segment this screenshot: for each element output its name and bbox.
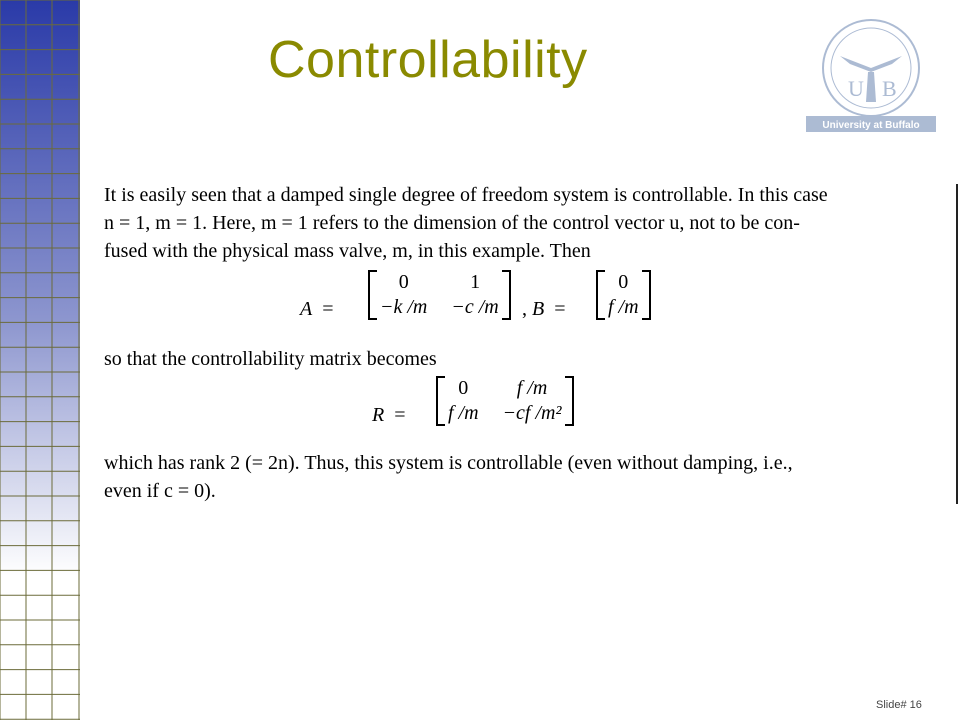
paragraph-line: so that the controllability matrix becomes: [104, 348, 437, 370]
matrix-a-label: A =: [300, 298, 334, 320]
matrix-a-cell: 0: [398, 271, 409, 293]
paragraph-line: fused with the physical mass valve, m, in this example. Then: [104, 240, 591, 262]
svg-text:University at Buffalo: University at Buffalo: [822, 120, 920, 131]
matrix-a-cell: −c /m: [451, 296, 499, 318]
university-logo: [800, 16, 942, 134]
paragraph-line: n = 1, m = 1. Here, m = 1 refers to the dimension of the control vector u, not to be con-: [104, 212, 800, 234]
paragraph-line: which has rank 2 (= 2n). Thus, this system is controllable (even without damping, i.e.,: [104, 452, 793, 474]
scan-edge-rule: [956, 184, 958, 504]
svg-text:B: B: [882, 76, 897, 101]
matrix-a: [368, 270, 511, 320]
matrix-separator: , B =: [522, 298, 566, 320]
paragraph-line: It is easily seen that a damped single degree of freedom system is controllable. In this case: [104, 184, 828, 206]
scanned-text-excerpt: [100, 178, 952, 508]
matrix-r-label: R =: [372, 404, 406, 426]
decorative-grid-sidebar: [0, 0, 80, 720]
matrix-r-cell: f /m: [448, 402, 479, 424]
matrix-r-cell: −cf /m²: [502, 402, 562, 424]
matrix-b-cell: 0: [618, 271, 629, 293]
matrix-r-cell: f /m: [516, 377, 548, 399]
matrix-a-cell: −k /m: [380, 296, 428, 318]
matrix-a-cell: 1: [470, 271, 481, 293]
slide-number: Slide# 16: [876, 699, 922, 711]
slide-title: Controllability: [268, 31, 588, 89]
paragraph-line: even if c = 0).: [104, 480, 216, 502]
matrix-r-cell: 0: [458, 377, 469, 399]
matrix-b: [596, 270, 651, 320]
matrix-b-cell: f /m: [608, 296, 639, 318]
svg-text:U: U: [848, 76, 864, 101]
matrix-r: [436, 376, 574, 426]
